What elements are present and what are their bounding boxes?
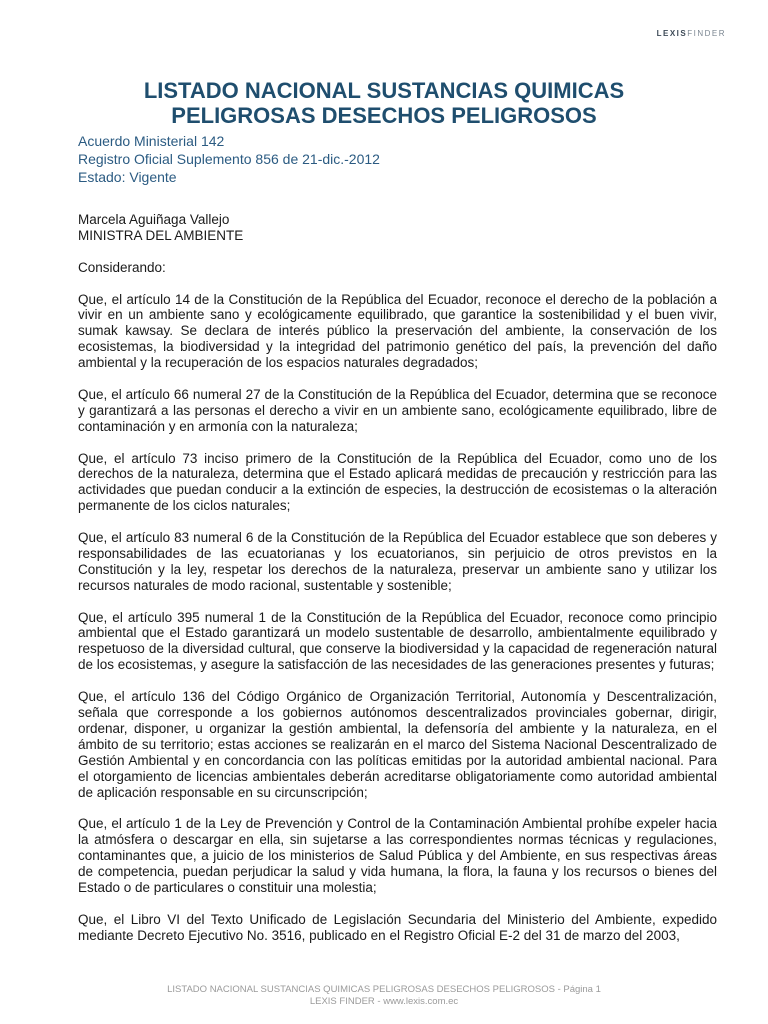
brand-logo-lexis: LEXIS [656,29,688,38]
paragraph: Que, el artículo 73 inciso primero de la Constitución de la República del Ecuador, como uno de los derechos de la naturaleza, determina que el Estado aplicará medidas de precaución y restricción para las actividades que puedan conducir a la extinción de especies, la destrucción de ecosistemas o la alteración permanente de los ciclos naturales; [78,450,717,514]
brand-logo [657,29,726,38]
document-title [78,78,690,128]
brand-logo-finder: FINDER [687,29,726,38]
registro-oficial: Registro Oficial Suplemento 856 de 21-dic.-2012 [78,151,380,167]
paragraph: Que, el artículo 136 del Código Orgánico de Organización Territorial, Autonomía y Descentralización, señala que corresponde a los gobiernos autónomos descentralizados provinciales gobernar, dirigir, ordenar, disponer, u organizar la gestión ambiental, la defensoría del ambiente y la naturaleza, en el ámbito de su territorio; estas acciones se realizarán en el marco del Sistema Nacional Descentralizado de Gestión Ambiental y en concordancia con las políticas emitidas por la autoridad ambiental nacional. Para el otorgamiento de licencias ambientales deberán acreditarse obligatoriamente como autoridad ambiental de aplicación responsable en su circunscripción; [78,689,717,800]
page-footer [78,984,690,1008]
paragraph: Que, el Libro VI del Texto Unificado de Legislación Secundaria del Ministerio del Ambiente, expedido mediante Decreto Ejecutivo No. 3516, publicado en el Registro Oficial E-2 del 31 de marzo del 2003, [78,911,717,943]
considerando-heading: Considerando: [78,259,166,275]
paragraph: Que, el artículo 14 de la Constitución de la República del Ecuador, reconoce el derecho de la población a vivir en un ambiente sano y ecológicamente equilibrado, que garantice la sostenibilidad y el buen vivir, sumak kawsay. Se declara de interés público la preservación del ambiente, la conservación de los ecosistemas, la biodiversidad y la integridad del patrimonio genético del país, la prevención del daño ambiental y la recuperación de los espacios naturales degradados; [78,291,717,371]
document-title-line-1: LISTADO NACIONAL SUSTANCIAS QUIMICAS [143,78,625,103]
paragraph: Que, el artículo 395 numeral 1 de la Constitución de la República del Ecuador, reconoce como principio ambiental que el Estado garantizará un modelo sustentable de desarrollo, ambientalmente equilibrado y respetuoso de la diversidad cultural, que conserve la biodiversidad y la capacidad de regeneración natural de los ecosistemas, y asegure la satisfacción de las necesidades de las generaciones presentes y futuras; [78,609,717,673]
signer-role: MINISTRA DEL AMBIENTE [78,227,244,243]
paragraph: Que, el artículo 1 de la Ley de Prevención y Control de la Contaminación Ambiental prohíbe expeler hacia la atmósfera o descargar en ella, sin sujetarse a las correspondientes normas técnicas y regulaciones, contaminantes que, a juicio de los ministerios de Salud Pública y del Ambiente, en sus respectivas áreas de competencia, puedan perjudicar la salud y vida humana, la flora, la fauna y los recursos o bienes del Estado o de particulares o constituir una molestia; [78,816,717,895]
acuerdo-ministerial: Acuerdo Ministerial 142 [78,133,225,149]
document-meta [78,132,380,186]
document-title-line-2: PELIGROSAS DESECHOS PELIGROSOS [171,103,597,128]
signer-block [78,212,717,244]
paragraph: Que, el artículo 66 numeral 27 de la Constitución de la República del Ecuador, determina que se reconoce y garantizará a las personas el derecho a vivir en un ambiente sano, ecológicamente equilibrado, libre de contaminación y en armonía con la naturaleza; [78,386,717,434]
paragraph: Que, el artículo 83 numeral 6 de la Constitución de la República del Ecuador establece que son deberes y responsabilidades de las ecuatorianas y los ecuatorianos, sin perjuicio de otros previstos en la Constitución y la ley, respetar los derechos de la naturaleza, preservar un ambiente sano y utilizar los recursos naturales de modo racional, sustentable y sostenible; [78,530,717,593]
estado: Estado: Vigente [78,169,177,185]
document-body [78,212,717,959]
signer-name: Marcela Aguiñaga Vallejo [78,212,230,227]
footer-line-2: LEXIS FINDER - www.lexis.com.ec [309,996,459,1007]
footer-line-1: LISTADO NACIONAL SUSTANCIAS QUIMICAS PELIGROSAS DESECHOS PELIGROSOS - Página 1 [167,984,601,995]
